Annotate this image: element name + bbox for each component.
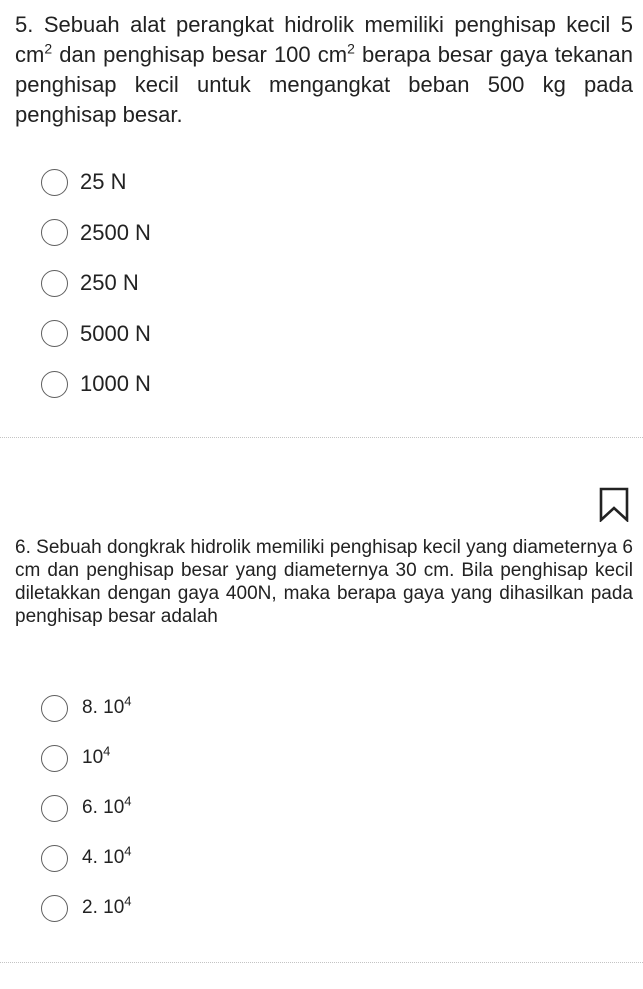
option-label: 8. $10^4$	[82, 693, 132, 718]
question-number: 6.	[15, 537, 31, 558]
option-5000n[interactable]	[41, 309, 151, 360]
radio-unchecked-icon[interactable]	[41, 895, 68, 922]
option-label: 6. $10^4$	[82, 793, 132, 818]
option-250n[interactable]	[41, 258, 151, 309]
radio-unchecked-icon[interactable]	[41, 320, 68, 347]
question-5-text: 5. Sebuah alat perangkat hidrolik memiliki penghisap kecil 5 $cm^2$ dan penghisap besar 100 $cm^2$ berapa besar gaya tekanan penghisap kecil untuk mengangkat beban 500 kg pada penghisap besar.	[15, 12, 633, 127]
radio-unchecked-icon[interactable]	[41, 745, 68, 772]
option-1000n[interactable]	[41, 359, 151, 410]
option-label: 1000 N	[80, 371, 151, 397]
question-divider	[0, 962, 643, 963]
radio-unchecked-icon[interactable]	[41, 169, 68, 196]
radio-unchecked-icon[interactable]	[41, 795, 68, 822]
option-label: 4. $10^4$	[82, 843, 132, 868]
option-6x10-4[interactable]	[41, 783, 132, 833]
radio-unchecked-icon[interactable]	[41, 219, 68, 246]
question-number: 5.	[15, 12, 34, 37]
bookmark-icon[interactable]	[599, 487, 629, 527]
radio-unchecked-icon[interactable]	[41, 845, 68, 872]
radio-unchecked-icon[interactable]	[41, 371, 68, 398]
option-label: 5000 N	[80, 320, 151, 346]
option-2x10-4[interactable]	[41, 883, 132, 933]
option-label: 2500 N	[80, 219, 151, 245]
option-label: $10^4$	[82, 743, 111, 768]
question-6-options	[41, 683, 132, 933]
radio-unchecked-icon[interactable]	[41, 270, 68, 297]
option-8x10-4[interactable]	[41, 683, 132, 733]
option-label: 2. $10^4$	[82, 893, 132, 918]
option-label: 250 N	[80, 270, 139, 296]
question-5-options	[41, 157, 151, 410]
question-6-text: 6. Sebuah dongkrak hidrolik memiliki penghisap kecil yang diameternya 6 cm dan penghisap besar yang diameternya 30 cm. Bila penghisap kecil diletakkan dengan gaya 400N, maka berapa gaya yang dihasilkan pada penghisap besar adalah	[15, 537, 633, 627]
radio-unchecked-icon[interactable]	[41, 695, 68, 722]
question-divider	[0, 437, 643, 438]
option-4x10-4[interactable]	[41, 833, 132, 883]
option-10-4[interactable]	[41, 733, 132, 783]
option-label: 25 N	[80, 169, 127, 195]
option-2500n[interactable]	[41, 208, 151, 259]
option-25n[interactable]	[41, 157, 151, 208]
